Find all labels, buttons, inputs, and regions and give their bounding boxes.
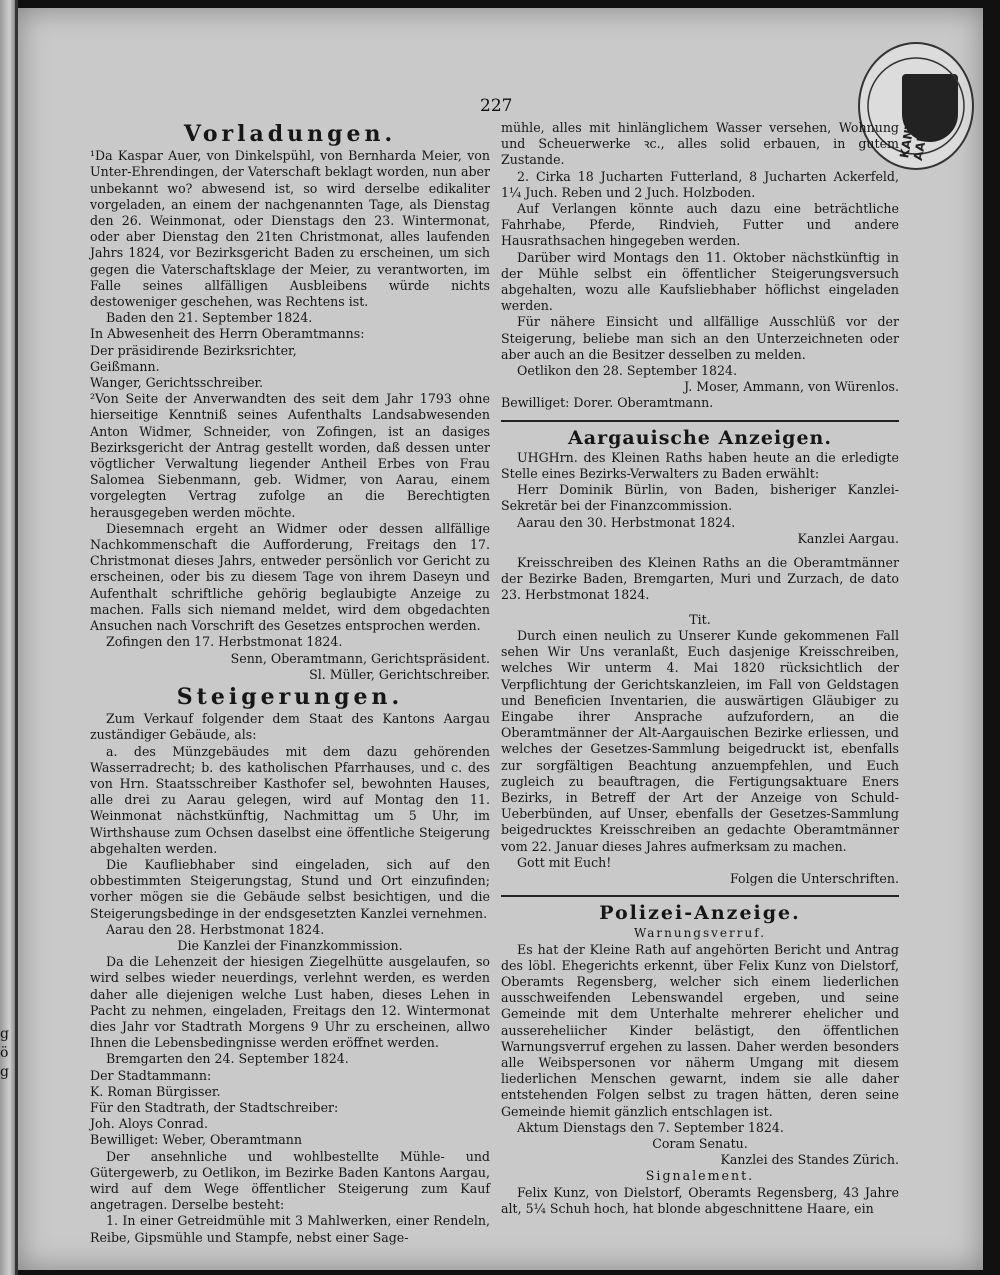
- notice-signature: Der Stadtammann:: [90, 1067, 212, 1083]
- edge-glyph: g: [0, 1026, 9, 1042]
- notice-paragraph: Felix Kunz, von Dielstorf, Oberamts Regensberg, 43 Jahre alt, 5¼ Schuh hoch, hat blonde abgeschnittene Haare, ein: [501, 1184, 899, 1216]
- notice-paragraph: Herr Dominik Bürlin, von Baden, bisheriger Kanzlei-Sekretär bei der Finanzcommission.: [501, 482, 899, 514]
- notice-signature: Joh. Aloys Conrad.: [90, 1116, 208, 1132]
- notice-signature: Für den Stadtrath, der Stadtschreiber:: [90, 1099, 339, 1115]
- edge-glyph: g: [0, 1064, 9, 1080]
- notice-paragraph: 2. Cirka 18 Jucharten Futterland, 8 Jucharten Ackerfeld, 1¼ Juch. Reben und 2 Juch. Holzboden.: [501, 168, 899, 200]
- subheading-signalement: Signalement.: [645, 1168, 755, 1184]
- notice-paragraph: Auf Verlangen könnte auch dazu eine beträchtliche Fahrhabe, Pferde, Rindvieh, Futter und andere Hausrathsachen hingegeben werden.: [501, 201, 899, 249]
- notice-signature: In Abwesenheit des Herrn Oberamtmanns:: [90, 326, 365, 342]
- stamp-text: KANTON AARGAU: [897, 100, 935, 162]
- notice-date: Aktum Dienstags den 7. September 1824.: [517, 1119, 784, 1135]
- edge-glyph: ö: [0, 1045, 9, 1061]
- notice-paragraph: Diesemnach ergeht an Widmer oder dessen allfällige Nachkommenschaft die Aufforderung, Freitags den 17. Christmonat dieses Jahrs, entweder persönlich vor Gericht zu erscheinen, oder bis zu diesem Tage von ihrem Daseyn und Aufenthalt schriftliche gehörig beglaubigte Anzeige zu machen. Falls sich niemand meldet, wird dem obgedachten Ansuchen nach Vorschrift des Gesetzes entsprochen werden.: [90, 520, 490, 634]
- page-number: 227: [480, 96, 513, 116]
- notice-date: Aarau den 28. Herbstmonat 1824.: [106, 921, 325, 937]
- notice-approval: Bewilliget: Dorer. Oberamtmann.: [501, 395, 714, 411]
- section-divider: [501, 420, 899, 422]
- notice-paragraph: ¹Da Kaspar Auer, von Dinkelspühl, von Bernharda Meier, von Unter-Ehrendingen, der Vaterschaft beklagt worden, nun aber unbekannt wo? abwesend ist, so wird derselbe edikaliter vorgeladen, an einem der nachgenannten Tage, als Dienstag den 26. Weinmonat, oder Dienstags den 23. Wintermonat, oder aber Dienstag den 21ten Christmonat, alles laufenden Jahrs 1824, vor Bezirksgericht Baden zu erscheinen, um sich gegen die Vaterschaftsklage der Meier, zu verantworten, im Falle seines allfälligen Ausbleibens würde nichts destoweniger geschehen, was Rechtens ist.: [90, 148, 490, 310]
- notice-paragraph: Da die Lehenzeit der hiesigen Ziegelhütte ausgelaufen, so wird selbes wieder neuerdings, verlehnt werden, es werden daher alle diejenigen welche Lust haben, dieses Lehen in Pacht zu nehmen, eingeladen, Freitags den 12. Wintermonat dies Jahr vor Stadtrath Morgens 9 Uhr zu erscheinen, allwo Ihnen die Lebensbedingnisse werden eröffnet werden.: [90, 954, 490, 1051]
- notice-signature: Der präsidirende Bezirksrichter,: [90, 342, 297, 358]
- notice-signature: Kanzlei Aargau.: [797, 530, 899, 546]
- heading-steigerungen: Steigerungen.: [176, 683, 404, 710]
- section-divider: [501, 895, 899, 897]
- document-page: [18, 8, 983, 1270]
- notice-signature: Sl. Müller, Gerichtschreiber.: [309, 666, 490, 682]
- notice-date: Aarau den 30. Herbstmonat 1824.: [517, 514, 736, 530]
- notice-paragraph: Es hat der Kleine Rath auf angehörten Bericht und Antrag des löbl. Ehegerichts erkennt, über Felix Kunz von Dielstorf, Oberamts Regensberg, welcher sich einem liederlichen ausschweifenden Lebenswandel ergeben, und seine Gemeinde mit dem Unterhalte mehrerer ehelicher und aussereheliicher Kinder belästigt, den öffentlichen Warnungsverruf ergehen zu lassen. Daher werden besonders alle Weibspersonen vor näherm Umgang mit diesem liederlichen Menschen gewarnt, indem sie alle daher entstehenden Folgen selbst zu tragen hätten, deren seine Gemeinde hiemit gänzlich entschlagen ist.: [501, 941, 899, 1119]
- notice-approval: Bewilliget: Weber, Oberamtmann: [90, 1132, 302, 1148]
- notice-paragraph: ²Von Seite der Anverwandten des seit dem Jahr 1793 ohne hierseitige Kenntniß seines Aufenthalts Landsabwesenden Anton Widmer, Schneider, von Zofingen, ist an dasiges Bezirksgericht der Antrag gestellt worden, daß dessen unter vögtlicher Verwaltung liegender Antheil Erbes von Frau Salomea Siebenmann, geb. Widmer, von Aarau, einem vorgelegten Vertrag zufolge an die Berechtigten herausgegeben werden möchte.: [90, 391, 490, 520]
- edge-glyphs: [0, 1025, 8, 1082]
- notice-signature: Wanger, Gerichtsschreiber.: [90, 375, 264, 391]
- notice-signature: Folgen die Unterschriften.: [729, 870, 899, 886]
- notice-date: Baden den 21. September 1824.: [106, 310, 313, 326]
- notice-date: Oetlikon den 28. September 1824.: [517, 363, 738, 379]
- closing-line: Gott mit Euch!: [517, 854, 612, 870]
- notice-paragraph: Darüber wird Montags den 11. Oktober nächstkünftig in der Mühle selbst ein öffentlicher Steigerungsversuch abgehalten, wozu alle Kaufsliebhaber höflichst eingeladen werden.: [501, 249, 899, 314]
- heading-polizei-anzeige: Polizei-Anzeige.: [599, 902, 801, 925]
- notice-signature: Die Kanzlei der Finanzkommission.: [177, 937, 403, 953]
- heading-vorladungen: Vorladungen.: [183, 121, 397, 147]
- notice-paragraph: UHGHrn. des Kleinen Raths haben heute an die erledigte Stelle eines Bezirks-Verwalters zu Baden erwählt:: [501, 449, 899, 482]
- heading-aargauische-anzeigen: Aargauische Anzeigen.: [568, 426, 832, 449]
- left-column: [90, 120, 490, 1246]
- notice-signature: Kanzlei des Standes Zürich.: [720, 1152, 899, 1168]
- notice-paragraph: Der ansehnliche und wohlbestellte Mühle- und Gütergewerb, zu Oetlikon, im Bezirke Baden Kantons Aargau, wird auf dem Wege öffentlicher Steigerung zum Kauf angetragen. Derselbe besteht:: [90, 1148, 490, 1213]
- notice-paragraph: Durch einen neulich zu Unserer Kunde gekommenen Fall sehen Wir Uns veranlaßt, Euch dasjenige Kreisschreiben, welches Wir unterm 4. Mai 1820 rücksichtlich der Verpflichtung der Gerichtskanzleien, im Fall von Geldstagen und Beneficien Inventarien, die auswärtigen Gläubiger zu Eingabe ihrer Ansprache aufzufordern, an die Oberamtmänner der Alt-Aargauischen Bezirke erliessen, und welches der Gesetzes-Sammlung beigedruckt ist, ebenfalls zur sorgfältigen Beachtung anzuempfehlen, und Euch zugleich zu beauftragen, die Fertigungsaktuare Eners Bezirks, in Betreff der Art der Anzeige von Schuld-Ueberbünden, auf Unser, ebenfalls der Gesetzes-Sammlung beigedrucktes Kreisschreiben an gedachte Oberamtmänner vom 22. Januar dieses Jahres aufmerksam zu machen.: [501, 627, 899, 854]
- notice-signature: Senn, Oberamtmann, Gerichtspräsident.: [230, 650, 490, 666]
- notice-date: Zofingen den 17. Herbstmonat 1824.: [106, 634, 343, 650]
- notice-coram: Coram Senatu.: [652, 1135, 748, 1151]
- notice-paragraph: 1. In einer Getreidmühle mit 3 Mahlwerken, einer Rendeln, Reibe, Gipsmühle und Stampfe, nebst einer Sage-: [90, 1213, 490, 1245]
- notice-paragraph: Für nähere Einsicht und allfällige Ausschlüß vor der Steigerung, beliebe man sich an den Unterzeichneten oder aber auch an die Besitzer desselben zu melden.: [501, 314, 899, 362]
- notice-signature: Geißmann.: [90, 358, 160, 374]
- book-spine: [0, 0, 16, 1275]
- notice-signature: K. Roman Bürgisser.: [90, 1083, 221, 1099]
- notice-date: Bremgarten den 24. September 1824.: [106, 1051, 349, 1067]
- subheading-warnungsverruf: Warnungsverruf.: [633, 926, 767, 941]
- notice-paragraph: mühle, alles mit hinlänglichem Wasser versehen, Wohnung und Scheuerwerke ꝛc., alles solid erbauen, in gutem Zustande.: [501, 120, 899, 168]
- salutation: Tit.: [689, 611, 711, 627]
- notice-paragraph: a. des Münzgebäudes mit dem dazu gehörenden Wasserradrecht; b. des katholischen Pfarrhauses, und c. des von Hrn. Staatsschreiber Kasthofer sel, bewohnten Hauses, alle drei zu Aarau gelegen, wird auf Montag den 11. Weinmonat nächstkünftig, Nachmittag um 5 Uhr, im Wirthshause zum Ochsen daselbst eine öffentliche Steigerung abgehalten werden.: [90, 743, 490, 856]
- circular-title: Kreisschreiben des Kleinen Raths an die Oberamtmänner der Bezirke Baden, Bremgarten, Muri und Zurzach, de dato 23. Herbstmonat 1824.: [501, 555, 899, 603]
- right-column: [501, 120, 899, 1217]
- notice-paragraph: Die Kaufliebhaber sind eingeladen, sich auf den obbestimmten Steigerungstag, Stund und Ort einzufinden; vorher mögen sie die Gebäude selbst besichtigen, und die Steigerungsbedinge in der endsgesetzten Kanzlei vernehmen.: [90, 856, 490, 921]
- notice-signature: J. Moser, Ammann, von Würenlos.: [684, 379, 899, 395]
- notice-paragraph: Zum Verkauf folgender dem Staat des Kantons Aargau zuständiger Gebäude, als:: [90, 711, 490, 743]
